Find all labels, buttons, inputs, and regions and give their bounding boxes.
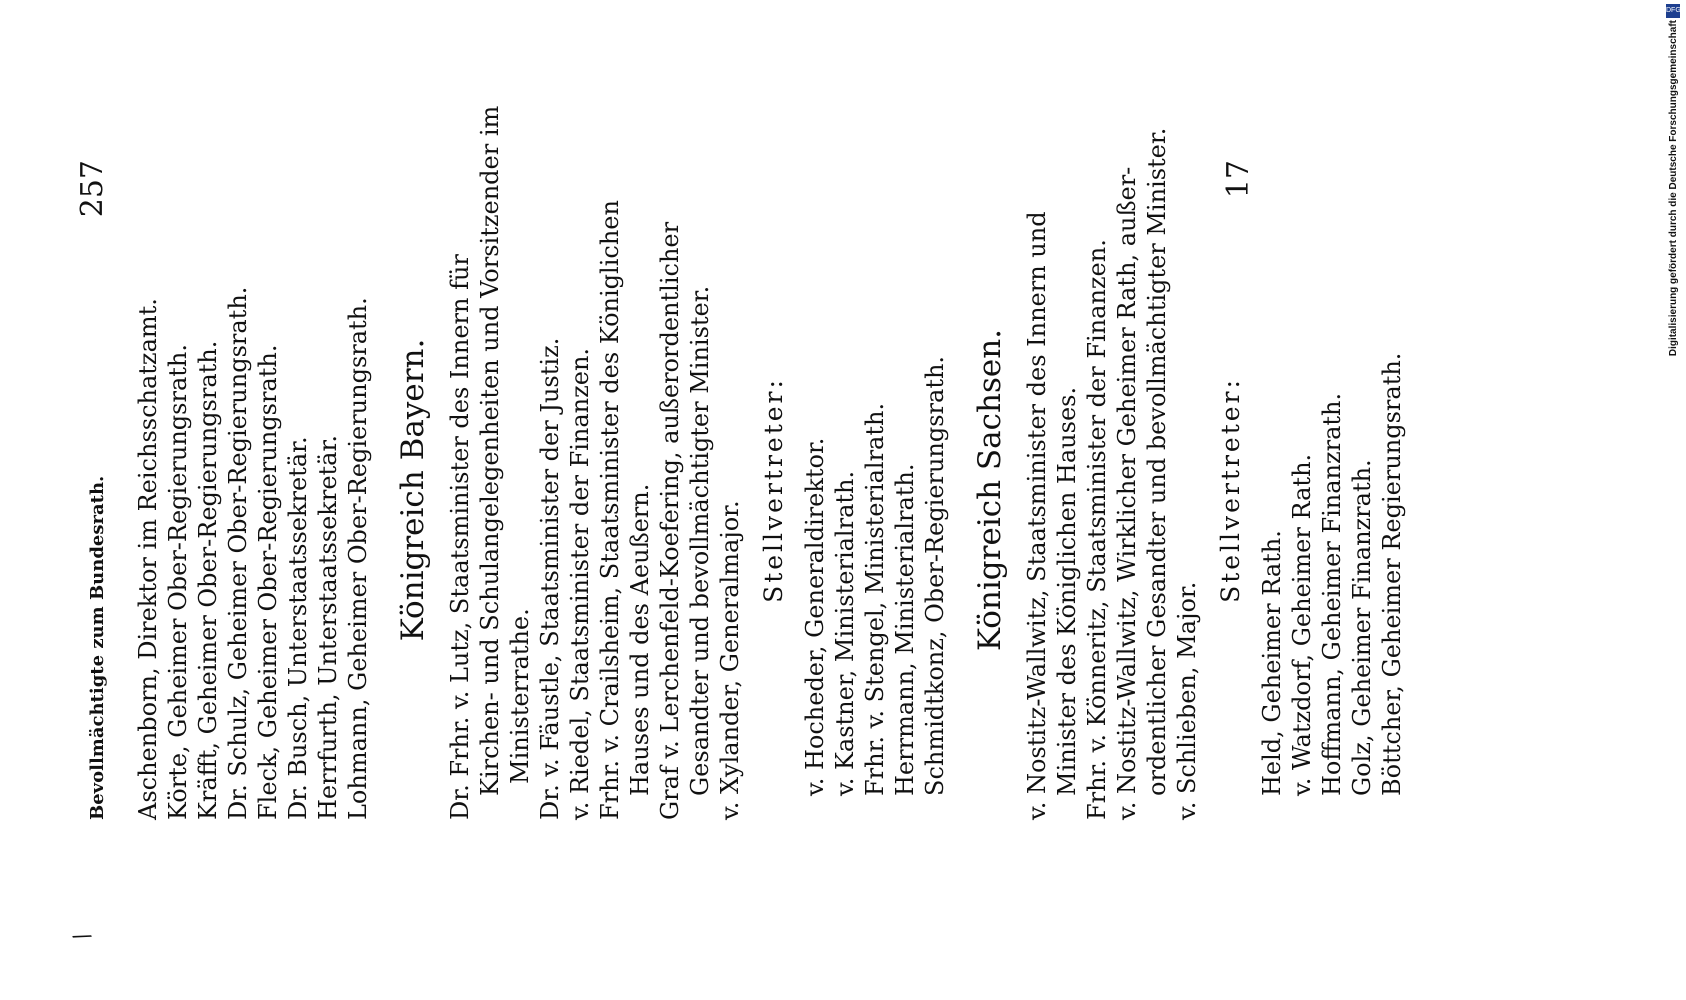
entry-line: v. Nostitz-Wallwitz, Staatsminister des Innern und [1023, 211, 1051, 820]
entry-line: Frhr. v. Könneritz, Staatsminister der Finanzen. [1083, 239, 1111, 820]
entry-line-continuation: ordentlicher Gesandter und bevollmächtigter Minister. [1143, 127, 1171, 796]
entry-line-continuation: Hauses und des Aeußern. [626, 483, 654, 796]
entry-line: Herrfurth, Unterstaatssekretär. [314, 435, 342, 820]
page-body [75, 105, 1407, 820]
dfg-logo: DFG [1666, 4, 1680, 18]
entry-line: Dr. Busch, Unterstaatssekretär. [284, 436, 312, 820]
entry-line: Böttcher, Geheimer Regierungsrath. [1378, 352, 1406, 796]
entry-line: v. Xylander, Generalmajor. [716, 500, 744, 820]
entry-line: v. Watzdorf, Geheimer Rath. [1288, 453, 1316, 796]
page-number: 257 [75, 160, 110, 218]
subtitle-stellvertreter-bayern: Stellvertreter: [759, 377, 788, 603]
entry-line: Dr. v. Fäustle, Staatsminister der Justiz. [536, 337, 564, 820]
entry-line: Aschenborn, Direktor im Reichsschatzamt. [134, 298, 162, 820]
entry-line: Herrmann, Ministerialrath. [891, 463, 919, 796]
entry-line: Held, Geheimer Rath. [1258, 530, 1286, 796]
entry-line: v. Schlieben, Major. [1173, 581, 1201, 820]
section-title-bayern: Königreich Bayern. [395, 338, 431, 642]
entry-line: v. Kastner, Ministerialrath. [831, 470, 859, 796]
entry-line: Graf v. Lerchenfeld-Koefering, außerordentlicher [656, 221, 684, 820]
entry-line: Frhr. v. Stengel, Ministerialrath. [861, 402, 889, 796]
entry-line: Kräfft, Geheimer Ober-Regierungsrath. [194, 340, 222, 820]
subtitle-stellvertreter-sachsen: Stellvertreter: [1216, 377, 1245, 603]
entry-line: v. Nostitz-Wallwitz, Wirklicher Geheimer Rath, außer- [1113, 166, 1141, 820]
section-officials [133, 160, 373, 820]
entry-line: Fleck, Geheimer Ober-Regierungsrath. [254, 344, 282, 820]
dfg-credit: Digitalisierung gefördert durch die Deutsche Forschungsgemeinschaft [1668, 20, 1679, 357]
entry-line: Frhr. v. Crailsheim, Staatsminister des Königlichen [596, 200, 624, 820]
entry-line: Körte, Geheimer Ober-Regierungsrath. [164, 343, 192, 820]
entry-line-continuation: Gesandter und bevollmächtigter Minister. [686, 285, 714, 796]
entry-line: Hoffmann, Geheimer Finanzrath. [1318, 392, 1346, 796]
section-title-sachsen: Königreich Sachsen. [972, 328, 1008, 652]
entry-line: Schmidtkonz, Ober-Regierungsrath. [921, 355, 949, 796]
entry-line: Dr. Schulz, Geheimer Ober-Regierungsrath. [224, 286, 252, 820]
entry-line-continuation: Kirchen- und Schulangelegenheiten und Vorsitzender im [476, 105, 504, 796]
section-bayern [445, 105, 745, 820]
entry-line: v. Hocheder, Generaldirektor. [801, 437, 829, 796]
page-header [75, 160, 115, 820]
entry-line: v. Riedel, Staatsminister der Finanzen. [566, 347, 594, 820]
stray-mark: / [69, 928, 96, 945]
section-bayern-deputies [800, 160, 950, 820]
entry-line: Lohmann, Geheimer Ober-Regierungsrath. [344, 297, 372, 820]
entry-line-continuation: Minister des Königlichen Hauses. [1053, 386, 1081, 796]
entry-line: Dr. Frhr. v. Lutz, Staatsminister des Innern für [446, 254, 474, 820]
running-title: Bevollmächtigte zum Bundesrath. [87, 475, 108, 820]
entry-line: Golz, Geheimer Finanzrath. [1348, 459, 1376, 796]
section-sachsen [1022, 127, 1202, 820]
signature-mark: 17 [1221, 160, 1256, 199]
entry-line-continuation: Ministerrathe. [506, 608, 534, 784]
